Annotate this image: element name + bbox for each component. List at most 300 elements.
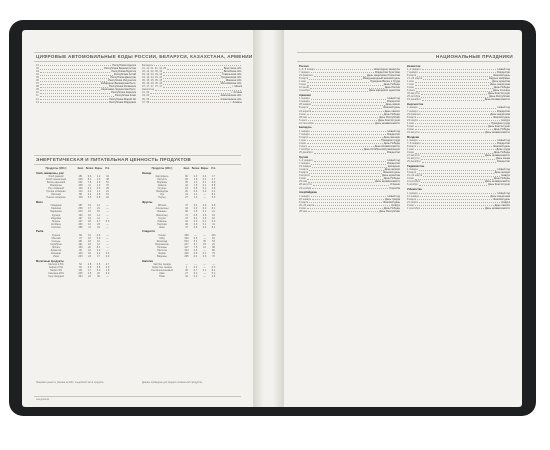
table-cell: —: [106, 275, 109, 279]
holiday-name: Наурыз мейрамы: [489, 77, 510, 81]
holiday-date: 20 января: [299, 197, 312, 201]
holiday-name: Рождество: [497, 160, 510, 164]
holiday-name: Женский день: [492, 115, 510, 119]
table-cell: 4.0: [105, 255, 110, 259]
table-cell: 0.1: [202, 222, 207, 226]
table-cell: 0.9: [193, 222, 198, 226]
table-cell: 11: [88, 225, 91, 229]
holiday-name: День независимости: [485, 206, 510, 210]
holiday-name: День независимости: [375, 121, 400, 125]
holiday-name: Новый год: [497, 106, 510, 110]
table-cell: 1.3: [96, 184, 101, 188]
holiday-name: Новый год: [497, 138, 510, 142]
holiday-date: 6 января: [299, 100, 310, 104]
table-cell: 8.1: [211, 269, 216, 273]
table-cell: 19: [88, 204, 91, 208]
holiday-date: 14 января: [407, 194, 420, 198]
region-name: г. Алматы: [230, 100, 242, 104]
table-header: [36, 167, 136, 170]
code-value: 05: [36, 76, 39, 80]
table-cell: Квас: [159, 272, 165, 276]
code-value: 12: [36, 97, 39, 101]
table-cell: Зефир: [158, 252, 166, 256]
holiday-name: День независимости: [375, 180, 400, 184]
codes-list-right: [142, 64, 242, 104]
table-cell: Сок апельсиновый: [151, 269, 173, 273]
holiday-name: День Победы: [383, 177, 400, 181]
table-cell: Свёкла: [157, 184, 167, 188]
table-cell: 0.1: [202, 184, 207, 188]
table-cell: Индейка: [51, 216, 61, 220]
holiday-date: 9 мая: [407, 127, 414, 131]
table-cell: 181: [78, 175, 83, 179]
divider: [34, 396, 241, 397]
code-value: 05, 15, 25, 35, 45: [142, 79, 163, 83]
table-cell: —: [106, 242, 109, 246]
table-cell: 116: [78, 187, 83, 191]
region-name: Витебская обл.: [223, 70, 242, 74]
table-cell: 0.1: [202, 181, 207, 185]
holiday-date: 8 марта: [299, 135, 309, 139]
table-cell: 0.1: [202, 252, 207, 256]
country-title: Молдова: [407, 135, 419, 139]
table-cell: Морковь: [156, 181, 168, 185]
holiday-date: 7 января: [299, 132, 310, 136]
table-cell: 3.5: [87, 196, 92, 200]
table-cell: 48: [106, 178, 109, 182]
table-cell: 24: [88, 255, 91, 259]
holiday-date: 27 августа: [407, 154, 420, 158]
holiday-date: 21 сентября: [299, 121, 314, 125]
code-value: 10: [36, 91, 39, 95]
holiday-name: Рождество: [497, 71, 510, 75]
region-name: Республика Марий Эл: [109, 97, 136, 101]
table-cell: 42: [185, 275, 188, 279]
table-cell: 46: [185, 222, 188, 226]
table-cell: 5.0: [96, 269, 101, 273]
holiday-name: Рождество: [387, 100, 400, 104]
holiday-date: 28 января: [299, 103, 312, 107]
table-cell: 110: [78, 190, 83, 194]
page-stamp: ежедневник: [36, 398, 50, 401]
region-name: Республика Мордовия: [109, 100, 136, 104]
table-cell: 2.0: [193, 175, 198, 179]
code-value: 03, 13, 23, 33, 43: [142, 73, 163, 77]
nutrition-table-right: [142, 167, 242, 278]
table-cell: 81: [212, 236, 215, 240]
table-cell: 544: [184, 239, 189, 243]
holiday-name: День Конституции: [488, 124, 510, 128]
table-cell: 15: [185, 187, 188, 191]
country-title: Россия: [299, 64, 309, 68]
holiday-date: 20–24 марта: [299, 203, 315, 207]
table-cell: 246: [78, 178, 83, 182]
holiday-date: 1 января: [299, 129, 310, 133]
food-group-title: Фрукты: [142, 201, 153, 204]
country-title: Азербайджан: [299, 191, 317, 195]
section-title-holidays: НАЦИОНАЛЬНЫЕ ПРАЗДНИКИ: [436, 54, 513, 59]
table-cell: 17: [212, 175, 215, 179]
table-cell: Колбаса: [51, 222, 61, 226]
holiday-name: День траура: [385, 197, 400, 201]
table-cell: 0.5: [96, 187, 101, 191]
holiday-name: Рождество: [387, 132, 400, 136]
column-header: Продукты (100 г): [45, 167, 67, 170]
holiday-row: [299, 122, 400, 125]
table-cell: 72: [185, 213, 188, 217]
holiday-name: Гиоргоба: [389, 186, 400, 190]
table-cell: 6.6: [87, 175, 92, 179]
table-cell: 10: [97, 239, 100, 243]
holiday-date: 1 мая: [299, 138, 306, 142]
table-cell: 0.8: [193, 252, 198, 256]
table-cell: 5.3: [211, 196, 216, 200]
table-cell: Макароны: [50, 184, 62, 188]
table-cell: Пиво: [159, 275, 165, 279]
holiday-name: День Победы: [493, 177, 510, 181]
table-cell: 19: [88, 248, 91, 252]
leader-dots: [308, 210, 378, 212]
table-cell: 3.2: [87, 193, 92, 197]
holiday-date: 21 марта: [407, 200, 418, 204]
holiday-name: Новый год: [387, 159, 400, 163]
holiday-name: Новый год: [387, 194, 400, 198]
table-cell: 28: [185, 178, 188, 182]
table-cell: 2.8: [87, 263, 92, 267]
holiday-date: 1 января: [407, 106, 418, 110]
code-value: 07, 17, 27, 37, 47: [142, 85, 163, 89]
table-cell: 16: [88, 213, 91, 217]
region-name: Республика Карелия: [111, 91, 136, 95]
table-cell: Персики: [157, 222, 167, 226]
holiday-name: День защитника: [490, 83, 510, 87]
table-cell: 25: [106, 187, 109, 191]
table-cell: 53: [212, 239, 215, 243]
table-cell: —: [194, 263, 197, 267]
column-header: Белки: [85, 167, 94, 170]
table-cell: 8.8: [211, 184, 216, 188]
table-cell: 5.3: [105, 219, 110, 223]
table-cell: 3.7: [96, 219, 101, 223]
holiday-date: 30 августа: [407, 92, 420, 96]
table-cell: 16: [88, 210, 91, 214]
table-cell: —: [212, 263, 215, 267]
table-cell: 22: [106, 196, 109, 200]
table-cell: 1.2: [96, 175, 101, 179]
table-cell: Сыр твёрдый: [48, 275, 64, 279]
table-cell: Картофель: [155, 175, 169, 179]
table-cell: 12: [97, 216, 100, 220]
table-cell: 0.3: [202, 255, 207, 259]
section-title-codes: ЦИФРОВЫЕ АВТОМОБИЛЬНЫЕ КОДЫ РОССИИ, БЕЛАРУСИ, КАЗАХСТАНА, АРМЕНИИ: [36, 54, 253, 59]
holiday-date: 9 мая: [407, 86, 414, 90]
table-cell: 0.2: [202, 210, 207, 214]
food-group-title: Рыба: [36, 230, 44, 234]
holiday-name: Женский день: [382, 106, 400, 110]
holiday-date: 7–8 января: [407, 141, 421, 145]
region-name: Гродненская обл.: [220, 76, 242, 80]
table-cell: Груши: [158, 216, 166, 220]
country-title: Армения: [299, 93, 311, 97]
table-cell: —: [106, 222, 109, 226]
table-row: [36, 275, 136, 278]
table-cell: Кефир 2,5%: [48, 266, 64, 270]
table-cell: 30: [97, 275, 100, 279]
table-cell: 14: [97, 213, 100, 217]
table-cell: 20: [88, 245, 91, 249]
table-cell: 0.4: [193, 255, 198, 259]
holiday-name: День защитника Отечества: [367, 74, 400, 78]
table-cell: 2.8: [87, 272, 92, 276]
column-header: Белки: [191, 167, 200, 170]
table-cell: —: [106, 213, 109, 217]
divider: [34, 61, 241, 62]
table-cell: Сметана 20%: [48, 272, 64, 276]
table-cell: 18: [88, 252, 91, 256]
table-cell: Печенье: [157, 245, 167, 249]
table-cell: 0.3: [202, 216, 207, 220]
holiday-name: День единства: [382, 174, 400, 178]
holiday-date: 9 мая: [299, 112, 306, 116]
table-cell: 1.0: [96, 178, 101, 182]
food-group-title: Хлеб, макароны, рис: [36, 171, 64, 175]
table-cell: 15: [212, 213, 215, 217]
table-cell: 8.2: [211, 193, 216, 197]
holiday-row: [407, 98, 510, 101]
holiday-name: День Конституции: [488, 92, 510, 96]
table-cell: Пшено отварное: [46, 196, 66, 200]
table-cell: Помидоры: [155, 190, 169, 194]
table-cell: Яблоки: [157, 204, 167, 208]
holiday-date: 8 марта: [299, 200, 309, 204]
leader-dots: [419, 183, 487, 185]
table-cell: Апельсины: [155, 207, 169, 211]
table-cell: 70: [106, 184, 109, 188]
table-cell: —: [203, 248, 206, 252]
table-cell: 20: [185, 190, 188, 194]
table-cell: 197: [78, 216, 83, 220]
region-name: Республика Бурятия: [111, 70, 136, 74]
holiday-name: День Республики: [379, 115, 400, 119]
table-cell: Овсянка: [51, 193, 61, 197]
table-cell: 35: [185, 181, 188, 185]
table-cell: 2.9: [87, 266, 92, 270]
table-cell: 0.3: [193, 275, 198, 279]
code-value: 04, 14, 24, 34, 44: [142, 76, 163, 80]
table-cell: 79: [212, 252, 215, 256]
holiday-date: 6 июля: [407, 89, 416, 93]
code-value: Беларусь: [142, 64, 154, 67]
table-row: [36, 255, 136, 258]
region-name: Гомельская обл.: [222, 73, 242, 77]
table-cell: Мороженое: [155, 242, 169, 246]
table-cell: 2.2: [96, 248, 101, 252]
table-cell: 2.9: [96, 181, 101, 185]
holiday-name: День народного единства: [369, 89, 400, 93]
table-cell: 15: [106, 193, 109, 197]
table-cell: 3.7: [193, 242, 198, 246]
table-cell: 20: [97, 272, 100, 276]
holiday-date: 8 марта: [407, 74, 417, 78]
codes-list-left: [36, 64, 136, 104]
table-cell: Батон нарезной: [46, 181, 66, 185]
table-cell: 187: [78, 204, 83, 208]
table-cell: 27: [185, 272, 188, 276]
table-cell: 12: [203, 245, 206, 249]
holiday-date: 23 февраля: [299, 74, 314, 78]
table-cell: —: [106, 236, 109, 240]
table-cell: 0.9: [96, 236, 101, 240]
holiday-name: День Конституции: [488, 183, 510, 187]
holiday-date: 26 мая: [299, 180, 308, 184]
table-cell: 1.5: [193, 210, 198, 214]
divider: [34, 52, 241, 53]
table-cell: Кальмар: [50, 252, 62, 256]
table-cell: —: [106, 239, 109, 243]
table-cell: 2.2: [96, 252, 101, 256]
country-title: Беларусь: [299, 126, 312, 130]
table-cell: 7.5: [193, 245, 198, 249]
region-name: г. Астана: [231, 91, 242, 95]
table-cell: 17: [97, 255, 100, 259]
code-value: Казахстан: [142, 88, 155, 92]
table-cell: 0.9: [193, 219, 198, 223]
holiday-date: 9 мая: [299, 141, 306, 145]
table-cell: Говядина: [50, 204, 62, 208]
code-value: 02, 12, 22, 32, 42: [142, 70, 163, 74]
table-cell: —: [185, 263, 188, 267]
table-row: [142, 255, 242, 258]
holiday-name: День памяти: [384, 109, 400, 113]
holiday-name: Праздник труда: [381, 138, 400, 142]
table-cell: 0.4: [193, 204, 198, 208]
table-cell: 70: [212, 255, 215, 259]
table-cell: 72: [79, 236, 82, 240]
table-cell: 121: [78, 269, 83, 273]
holiday-date: 8 марта: [407, 197, 417, 201]
holiday-name: Женский день: [492, 144, 510, 148]
holiday-date: 1 сентября: [407, 206, 421, 210]
table-cell: Варенье: [157, 255, 167, 259]
holiday-name: Новруз: [391, 203, 400, 207]
code-value: 05, 06: [142, 97, 150, 101]
code-value: 01, 11, 21, 31, 41, 80: [142, 67, 167, 71]
table-cell: Сосиски: [51, 225, 61, 229]
code-value: 07, 08: [142, 100, 150, 104]
holiday-date: 28 августа: [299, 183, 312, 187]
region-name: Брестская обл.: [223, 67, 242, 71]
leader-dots: [422, 160, 497, 162]
table-cell: 21: [106, 190, 109, 194]
table-cell: Лук: [159, 193, 164, 197]
table-cell: 417: [184, 245, 189, 249]
table-cell: 47: [185, 204, 188, 208]
leader-dots: [422, 98, 484, 100]
holiday-name: День матери: [384, 168, 400, 172]
table-cell: 88: [79, 193, 82, 197]
table-cell: 21: [97, 207, 100, 211]
holiday-name: День Победы: [493, 151, 510, 155]
table-cell: 0.1: [202, 269, 207, 273]
holiday-date: 25 декабря: [299, 151, 313, 155]
table-cell: 11: [88, 184, 91, 188]
holiday-name: День Независимости: [374, 144, 400, 148]
table-cell: 34: [106, 175, 109, 179]
table-cell: —: [106, 216, 109, 220]
table-row: [142, 275, 242, 278]
table-cell: 206: [78, 272, 83, 276]
holiday-date: 9 мая: [407, 151, 414, 155]
table-cell: Лимоны: [157, 219, 167, 223]
table-cell: —: [203, 233, 206, 237]
table-cell: 2.5: [96, 266, 101, 270]
table-cell: 80: [212, 248, 215, 252]
holiday-name: Рождество: [387, 151, 400, 155]
holiday-name: Праздник Весны и Труда: [370, 80, 400, 84]
table-cell: 399: [184, 233, 189, 237]
region-name: Республика Дагестан: [110, 76, 136, 80]
holiday-row: [407, 183, 510, 186]
holiday-date: 28 мая: [299, 115, 308, 119]
holiday-date: 7 ноября: [299, 148, 310, 152]
leader-dots: [40, 101, 108, 103]
holiday-date: 5 июля: [299, 118, 308, 122]
holiday-date: 7 января: [299, 162, 310, 166]
table-cell: 50: [79, 266, 82, 270]
table-cell: 3.0: [211, 219, 216, 223]
table-cell: 161: [78, 239, 83, 243]
holiday-name: День столицы: [493, 89, 510, 93]
table-cell: 2.5: [96, 263, 101, 267]
holiday-date: 8 марта: [299, 77, 309, 81]
holiday-name: День независимости: [485, 154, 510, 158]
holiday-date: 12 июня: [299, 86, 309, 90]
table-cell: 80: [185, 175, 188, 179]
table-cell: Свинина: [50, 207, 62, 211]
holiday-name: Новый год: [497, 67, 510, 71]
code-value: 04: [36, 73, 39, 77]
holiday-name: День защитника: [490, 194, 510, 198]
table-cell: Баранина: [50, 210, 62, 214]
section-title-nutrition: ЭНЕРГЕТИЧЕСКАЯ И ПИТАТЕЛЬНАЯ ЦЕННОСТЬ ПРОДУКТОВ: [36, 157, 192, 162]
holiday-name: День единства: [492, 80, 510, 84]
table-cell: 12: [97, 204, 100, 208]
table-cell: 7.5: [87, 181, 92, 185]
table-cell: 1.3: [193, 181, 198, 185]
table-cell: 41: [185, 193, 188, 197]
table-cell: 4.2: [211, 190, 216, 194]
holiday-name: День Победы: [493, 127, 510, 131]
table-cell: 326: [184, 252, 189, 256]
code-value: 06, 16, 26, 36, 46: [142, 82, 163, 86]
table-cell: Курица: [51, 213, 61, 217]
region-name: Республика Коми: [115, 94, 136, 98]
code-value: 06: [36, 79, 39, 83]
holiday-name: День матери: [494, 171, 510, 175]
table-cell: 1.8: [105, 269, 110, 273]
holiday-name: Женский день: [382, 171, 400, 175]
region-name: Республика Калмыкия: [109, 85, 136, 89]
holiday-name: Женский день: [492, 74, 510, 78]
holiday-row: [407, 207, 510, 210]
table-cell: 1.8: [96, 193, 101, 197]
holidays-column-right: [407, 63, 510, 210]
country-title: Кыргызстан: [407, 103, 424, 107]
table-row: [142, 226, 242, 229]
holiday-date: 9 мая: [299, 177, 306, 181]
table-cell: 153: [78, 245, 83, 249]
table-cell: 43: [185, 207, 188, 211]
